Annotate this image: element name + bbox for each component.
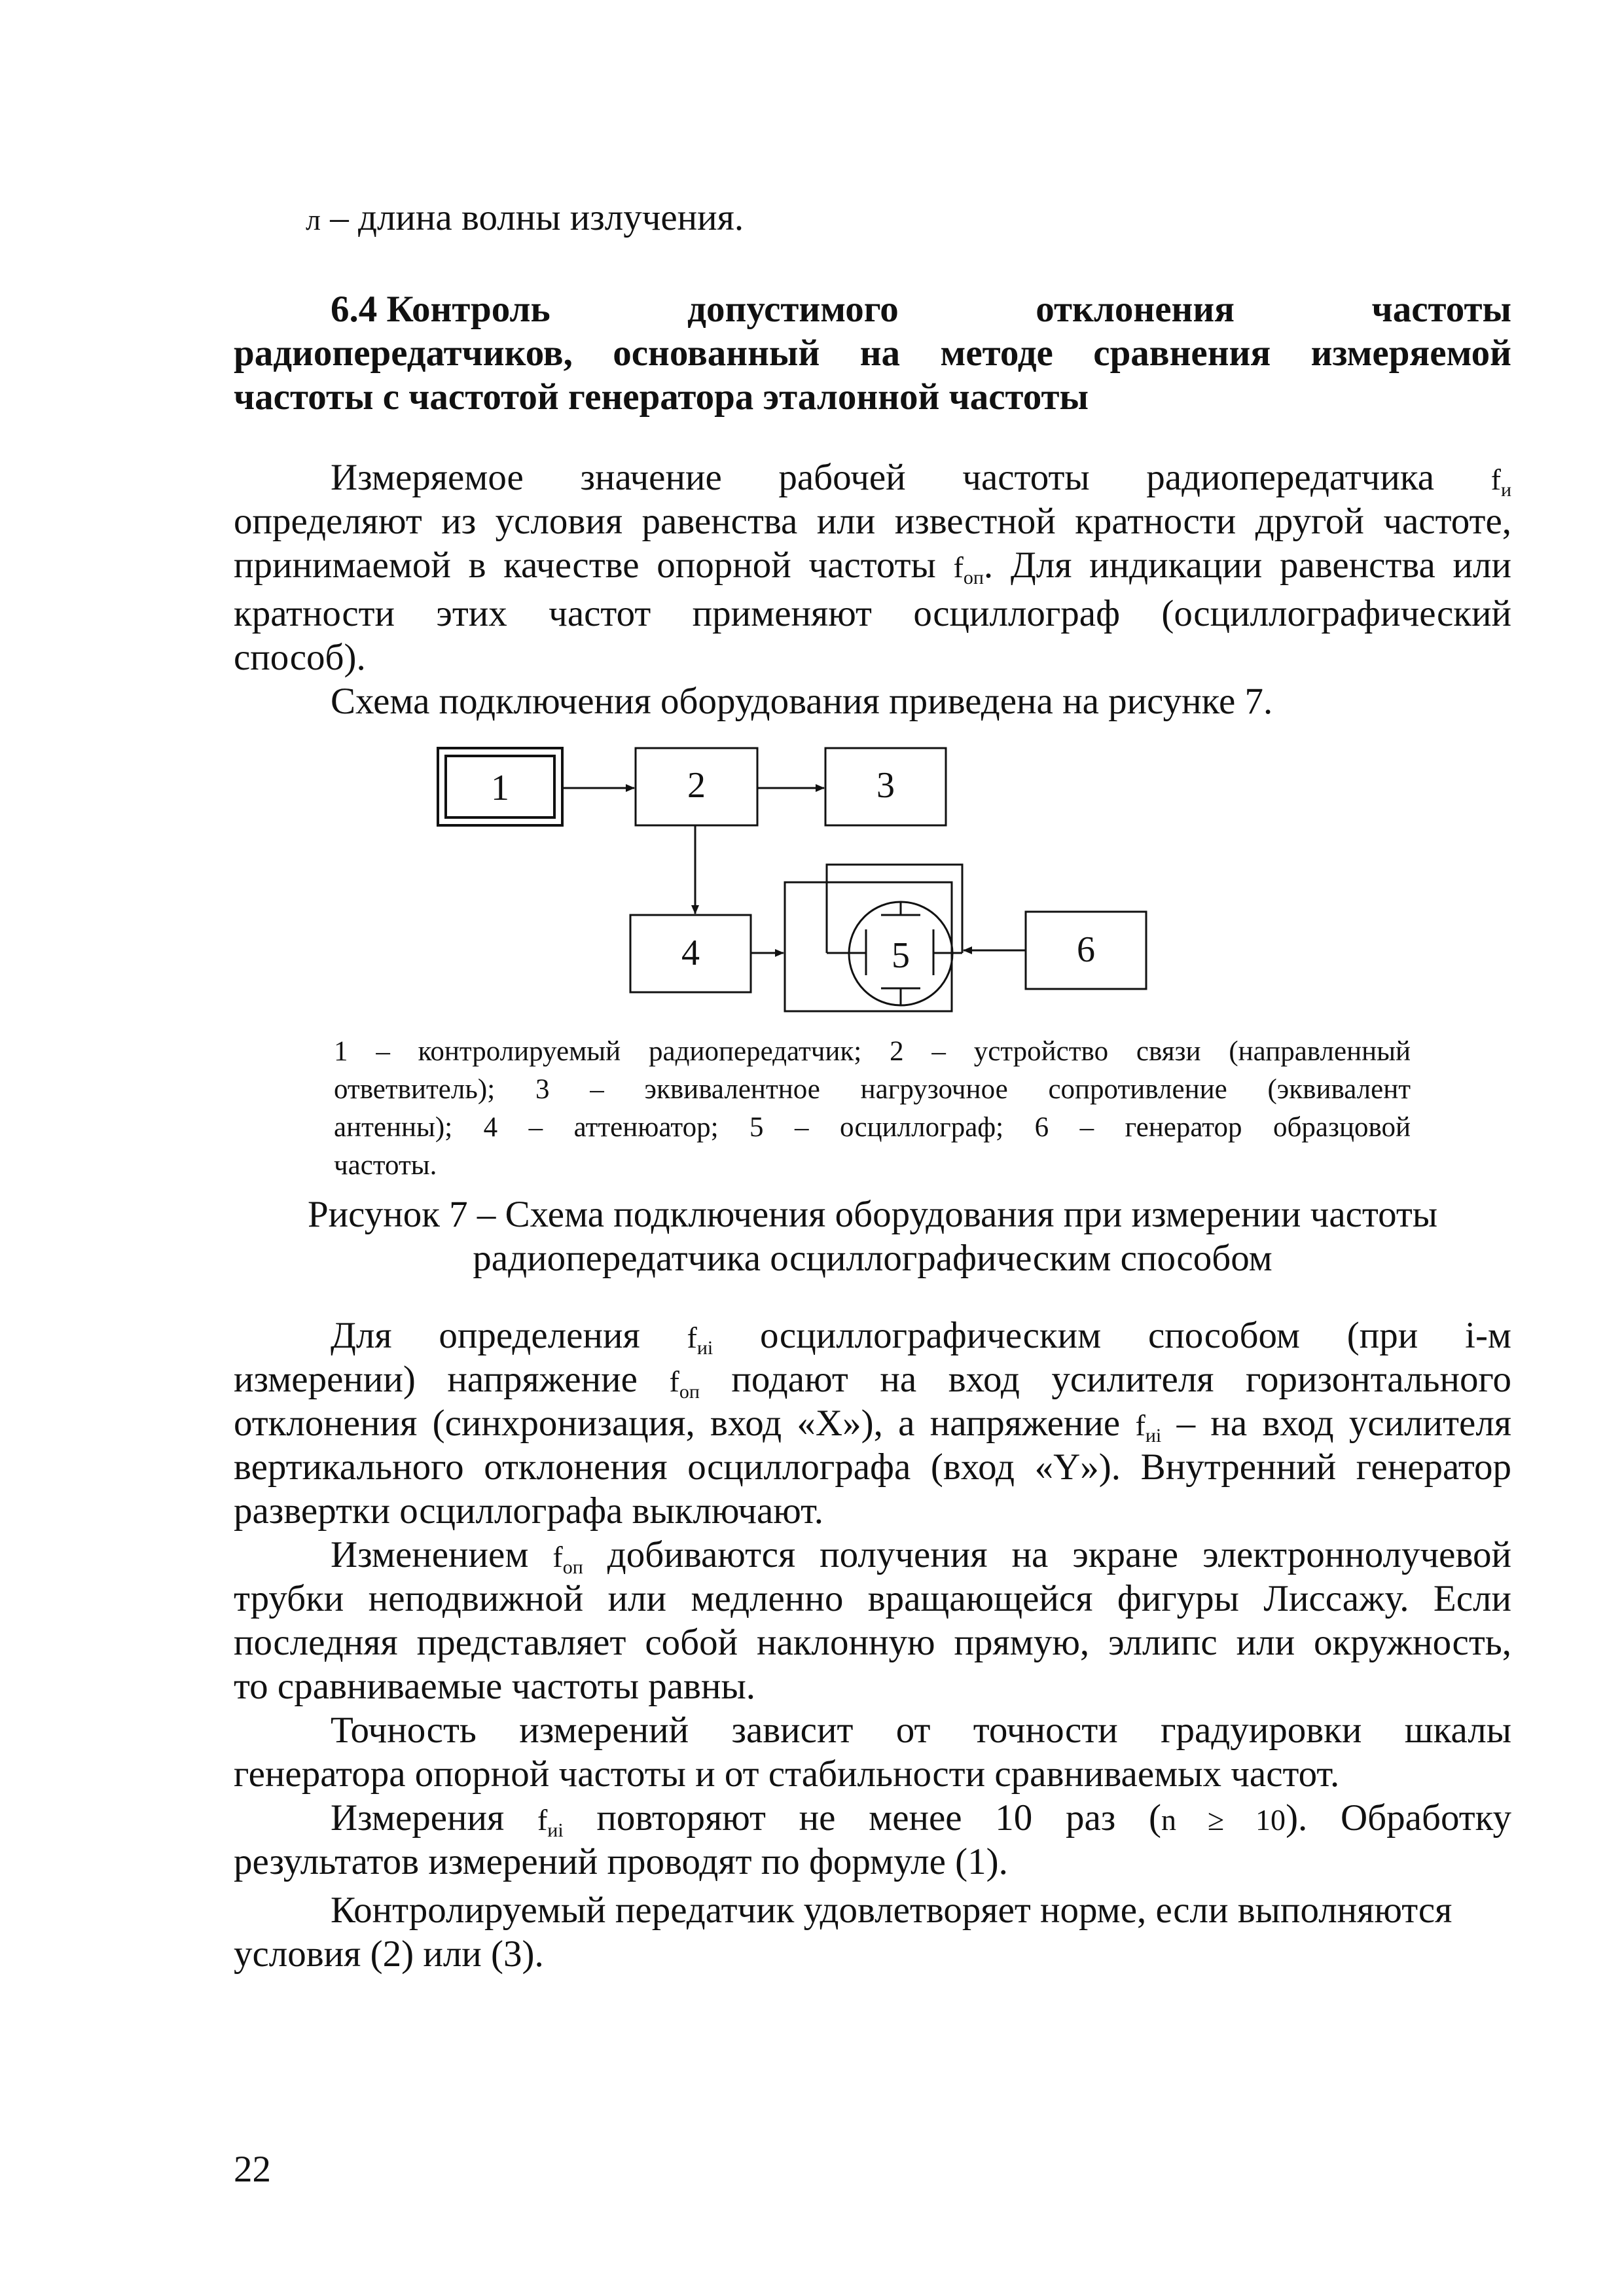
legend-line-4: частоты. xyxy=(334,1150,437,1181)
section-heading-line-3: частоты с частотой генератора эталонной частоты xyxy=(234,376,1089,418)
heading-word: 6.4 Контроль xyxy=(331,289,550,330)
variable: f xyxy=(687,1321,697,1354)
legend-line-2: ответвитель); 3 – эквивалентное нагрузочное сопротивление (эквивалент xyxy=(334,1074,1411,1105)
text: . Для индикации равенства или xyxy=(983,545,1511,586)
variable: f xyxy=(1490,463,1501,496)
subscript: оп xyxy=(562,1556,583,1578)
figure-caption-line-2: радиопередатчика осциллографическим способом xyxy=(473,1238,1272,1279)
block-3-label: 3 xyxy=(876,765,895,806)
variable: f xyxy=(669,1365,679,1398)
paragraph-5-line-2: генератора опорной частоты и от стабильности сравниваемых частот. xyxy=(234,1753,1340,1795)
intro-text: – длина волны излучения. xyxy=(320,197,744,238)
paragraph-7-line-1: Контролируемый передатчик удовлетворяет норме, если выполняются xyxy=(331,1890,1453,1931)
section-heading-line-2: радиопередатчиков, основанный на методе сравнения измеряемой xyxy=(234,332,1511,374)
paragraph-5-line-1: Точность измерений зависит от точности градуировки шкалы xyxy=(331,1710,1511,1751)
variable: f xyxy=(552,1540,563,1573)
text: Для определения xyxy=(331,1315,687,1356)
text: осциллографическим способом (при i-м xyxy=(713,1315,1511,1356)
heading-word: частоты xyxy=(1371,289,1511,330)
paragraph-1-line-2: определяют из условия равенства или известной кратности другой частоте, xyxy=(234,501,1511,542)
subscript: иi xyxy=(1145,1425,1162,1446)
text: повторяют не менее 10 раз ( xyxy=(563,1797,1161,1839)
block-1-label: 1 xyxy=(491,768,509,808)
subscript: и xyxy=(1500,479,1511,501)
text: принимаемой в качестве опорной частоты xyxy=(234,545,954,586)
subscript: иi xyxy=(547,1820,564,1841)
subscript: оп xyxy=(963,567,984,588)
oscilloscope-frame xyxy=(785,882,952,1011)
text: Изменением xyxy=(331,1534,553,1575)
paragraph-1-line-5: способ). xyxy=(234,637,366,678)
block-5-label: 5 xyxy=(892,935,910,976)
figure-caption-line-1: Рисунок 7 – Схема подключения оборудования при измерении частоты xyxy=(307,1194,1438,1235)
text: Измеряемое значение рабочей частоты радиопередатчика xyxy=(331,457,1491,498)
paragraph-7-line-2: условия (2) или (3). xyxy=(234,1933,544,1975)
variable: f xyxy=(537,1803,548,1837)
wavelength-symbol: л xyxy=(306,203,321,236)
paragraph-6-line-2: результатов измерений проводят по формуле (1). xyxy=(234,1841,1008,1882)
variable: f xyxy=(1135,1408,1146,1442)
subscript: оп xyxy=(679,1381,700,1403)
paragraph-3-line-5: развертки осциллографа выключают. xyxy=(234,1490,824,1532)
heading-word: отклонения xyxy=(1036,289,1235,330)
subscript: иi xyxy=(696,1337,713,1359)
text: отклонения (синхронизация, вход «X»), а напряжение xyxy=(234,1403,1136,1444)
text: – на вход усилителя xyxy=(1161,1403,1512,1444)
heading-word: допустимого xyxy=(687,289,899,330)
text: ). Обработку xyxy=(1286,1797,1511,1839)
legend-line-3: антенны); 4 – аттенюатор; 5 – осциллограф; 6 – генератор образцовой xyxy=(334,1112,1411,1143)
variable: f xyxy=(953,550,964,584)
legend-line-1: 1 – контролируемый радиопередатчик; 2 – устройство связи (направленный xyxy=(334,1036,1411,1067)
paragraph-2: Схема подключения оборудования приведена на рисунке 7. xyxy=(331,681,1273,722)
block-2-label: 2 xyxy=(687,765,706,806)
paragraph-1-line-4: кратности этих частот применяют осциллограф (осциллографический xyxy=(234,593,1511,634)
text: измерении) напряжение xyxy=(234,1359,670,1400)
text: подают на вход усилителя горизонтального xyxy=(699,1359,1511,1400)
paragraph-4-line-3: последняя представляет собой наклонную прямую, эллипс или окружность, xyxy=(234,1622,1511,1663)
paragraph-4-line-2: трубки неподвижной или медленно вращающейся фигуры Лиссажу. Если xyxy=(234,1578,1511,1619)
paragraph-3-line-4: вертикального отклонения осциллографа (вход «Y»). Внутренний генератор xyxy=(234,1446,1511,1488)
text: добиваются получения на экране электроннолучевой xyxy=(583,1534,1511,1575)
block-4-label: 4 xyxy=(681,933,700,973)
block-6-label: 6 xyxy=(1077,929,1095,970)
paragraph-4-line-4: то сравниваемые частоты равны. xyxy=(234,1666,755,1707)
formula: n ≥ 10 xyxy=(1161,1803,1286,1837)
page-number: 22 xyxy=(234,2149,271,2190)
text: Измерения xyxy=(331,1797,537,1839)
